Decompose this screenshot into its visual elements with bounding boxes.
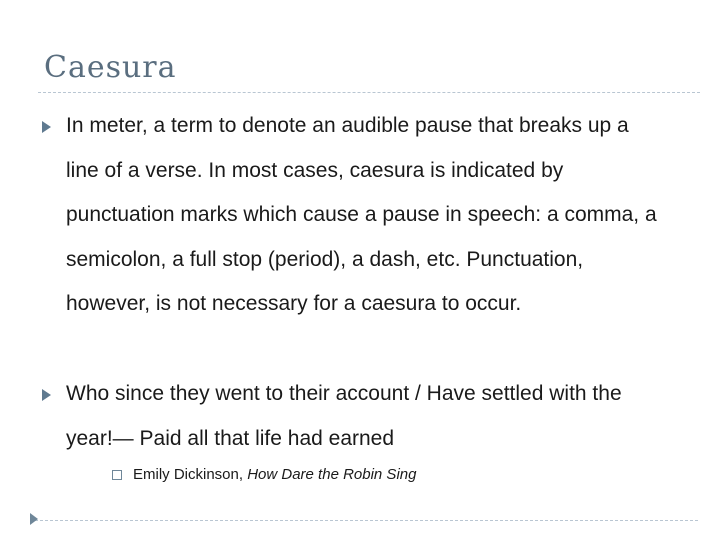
bullet-text-definition: In meter, a term to denote an audible pause that breaks up a line of a verse. In most cases, caesura is indicated by punctuation marks which cause a pause in speech: a comma, a semicolon, a full stop (period), a dash, etc. Punctuation, however, is not necessary for a caesura to occur. xyxy=(66,114,657,315)
triangle-corner-icon xyxy=(30,513,38,525)
citation-line xyxy=(133,465,416,485)
bullet-text-quote: Who since they went to their account / Have settled with the year!— Paid all that life had earned xyxy=(66,382,622,450)
citation-work: How Dare the Robin Sing xyxy=(247,466,417,483)
footer-divider xyxy=(30,520,698,521)
square-bullet-icon xyxy=(112,470,122,480)
slide-title: Caesura xyxy=(44,50,177,85)
triangle-bullet-icon xyxy=(42,121,51,133)
citation-author: Emily Dickinson, xyxy=(133,466,248,483)
title-divider xyxy=(38,92,700,93)
triangle-bullet-icon xyxy=(42,389,51,401)
